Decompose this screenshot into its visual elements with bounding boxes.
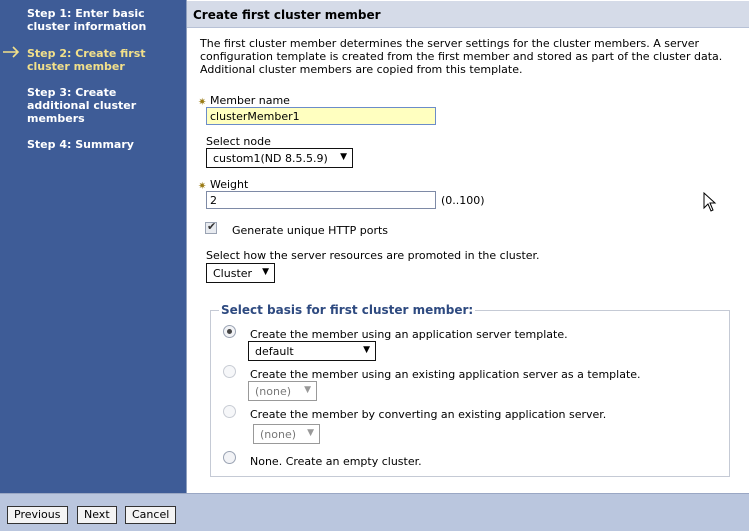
required-icon: ✷ (198, 181, 207, 192)
step-3: Step 3: Create additional cluster members (27, 86, 137, 125)
panel-header (187, 1, 749, 28)
node-select-value: custom1(ND 8.5.5.9) (213, 152, 328, 165)
select-node-label: Select node (206, 135, 271, 148)
unique-ports-label: Generate unique HTTP ports (232, 224, 389, 237)
weight-input[interactable] (206, 191, 436, 209)
option-empty-cluster-label: None. Create an empty cluster. (250, 455, 422, 468)
basis-legend: Select basis for first cluster member: (221, 303, 474, 317)
option-existing-server-template-label: Create the member using an existing application server as a template. (250, 368, 641, 381)
cancel-button[interactable]: Cancel (125, 506, 176, 524)
convert-server-select-value: (none) (260, 428, 297, 441)
promotion-label: Select how the server resources are promoted in the cluster. (206, 249, 540, 262)
template-select-value: default (255, 345, 294, 358)
dropdown-arrow-icon: ▼ (363, 345, 370, 355)
convert-server-select[interactable] (253, 424, 320, 444)
radio-existing-server-template[interactable] (223, 365, 236, 378)
dropdown-arrow-icon: ▼ (304, 385, 311, 395)
option-app-server-template-label: Create the member using an application server template. (250, 328, 568, 341)
dropdown-arrow-icon: ▼ (307, 428, 314, 438)
option-convert-server-label: Create the member by converting an existing application server. (250, 408, 607, 421)
page-title: Create first cluster member (193, 8, 381, 22)
wizard-steps-sidebar (0, 0, 186, 493)
promotion-select-value: Cluster (213, 267, 253, 280)
checkmark-icon: ✔ (207, 220, 217, 233)
member-name-input[interactable] (206, 107, 436, 125)
member-name-label: Member name (210, 94, 290, 107)
step-2: Step 2: Create first cluster member (27, 47, 146, 73)
node-select[interactable] (206, 148, 353, 168)
previous-button[interactable]: Previous (7, 506, 68, 524)
mouse-pointer-icon (703, 192, 717, 212)
weight-label: Weight (210, 178, 249, 191)
step-1: Step 1: Enter basic cluster information (27, 7, 147, 33)
required-icon: ✷ (198, 97, 207, 108)
wizard-footer (0, 493, 749, 531)
existing-server-select[interactable] (248, 381, 317, 401)
unique-ports-checkbox[interactable] (205, 222, 217, 234)
next-button[interactable]: Next (77, 506, 117, 524)
radio-app-server-template[interactable] (223, 325, 236, 338)
radio-convert-server[interactable] (223, 405, 236, 418)
dropdown-arrow-icon: ▼ (340, 152, 347, 162)
step-4: Step 4: Summary (27, 138, 134, 151)
description-text: The first cluster member determines the server settings for the cluster members. A server configuration template is created from the first member and stored as part of the cluster data. Additional cluster members are copied from this template. (200, 37, 723, 76)
existing-server-select-value: (none) (255, 385, 292, 398)
dropdown-arrow-icon: ▼ (262, 267, 269, 277)
radio-empty-cluster[interactable] (223, 451, 236, 464)
current-step-arrow-icon (2, 45, 22, 59)
weight-range-hint: (0..100) (441, 194, 485, 207)
main-panel (186, 0, 749, 493)
promotion-select[interactable] (206, 263, 275, 283)
template-select[interactable] (248, 341, 376, 361)
